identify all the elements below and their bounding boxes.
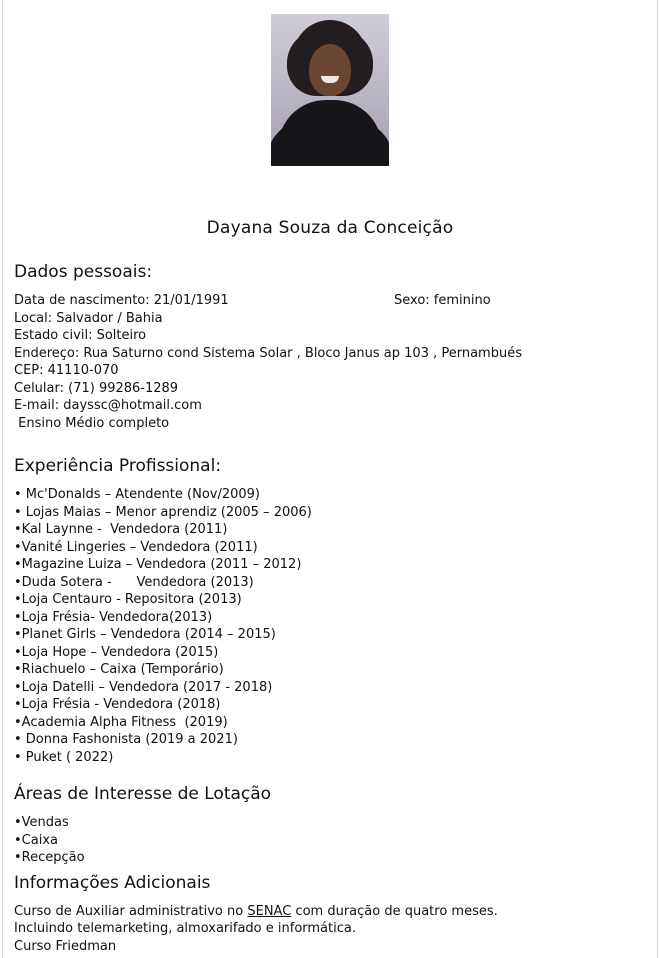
interests-list <box>14 814 646 867</box>
section-heading-additional: Informações Adicionais <box>14 872 211 893</box>
personal-details <box>14 292 646 432</box>
senac-link[interactable]: SENAC <box>247 903 292 919</box>
sex-field: Sexo: feminino <box>394 293 491 308</box>
list-item: •Duda Sotera - Vendedora (2013) <box>14 574 254 590</box>
additional-line-course <box>14 903 646 921</box>
section-heading-personal: Dados pessoais: <box>14 262 153 282</box>
birth-date: Data de nascimento: 21/01/1991 <box>14 293 229 308</box>
list-item: •Loja Frésia- Vendedora(2013) <box>14 609 213 625</box>
education-level: Ensino Médio completo <box>14 415 170 431</box>
list-item: •Vanité Lingeries – Vendedora (2011) <box>14 539 258 555</box>
list-item: •Loja Centauro - Repositora (2013) <box>14 592 242 607</box>
photo-face <box>309 44 351 96</box>
list-item: • Mc'Donalds – Atendente (Nov/2009) <box>14 487 261 502</box>
course-text-after: com duração de quatro meses. <box>291 903 498 919</box>
section-heading-experience: Experiência Profissional: <box>14 456 222 476</box>
list-item: • Lojas Maias – Menor aprendiz (2005 – 2006) <box>14 504 312 520</box>
additional-line-friedman: Curso Friedman <box>14 938 117 954</box>
page-right-rule <box>657 0 658 958</box>
portrait-photo <box>271 14 389 166</box>
course-text-before: Curso de Auxiliar administrativo no <box>14 903 248 919</box>
page-left-rule <box>2 0 3 958</box>
list-item: •Vendas <box>14 815 69 830</box>
list-item: •Kal Laynne - Vendedora (2011) <box>14 522 228 537</box>
list-item: •Riachuelo – Caixa (Temporário) <box>14 662 224 677</box>
additional-line-topics: Incluindo telemarketing, almoxarifado e informática. <box>14 921 356 936</box>
list-item: • Donna Fashonista (2019 a 2021) <box>14 732 238 747</box>
experience-list <box>14 486 646 766</box>
photo-container <box>8 0 652 166</box>
postal-code: CEP: 41110-070 <box>14 363 119 378</box>
list-item: •Magazine Luiza – Vendedora (2011 – 2012) <box>14 557 302 572</box>
phone-number: Celular: (71) 99286-1289 <box>14 380 179 396</box>
address: Endereço: Rua Saturno cond Sistema Solar , Bloco Janus ap 103 , Pernambués <box>14 345 522 361</box>
marital-status: Estado civil: Solteiro <box>14 328 147 343</box>
section-heading-interests: Áreas de Interesse de Lotação <box>14 784 272 804</box>
list-item: •Planet Girls – Vendedora (2014 – 2015) <box>14 627 276 642</box>
birth-city: Local: Salvador / Bahia <box>14 310 163 326</box>
list-item: •Loja Frésia - Vendedora (2018) <box>14 697 221 712</box>
list-item: •Recepção <box>14 850 85 865</box>
list-item: •Caixa <box>14 832 58 848</box>
resume-content <box>8 262 652 955</box>
email-address: E-mail: dayssc@hotmail.com <box>14 398 202 413</box>
list-item: • Puket ( 2022) <box>14 749 114 765</box>
list-item: •Loja Hope – Vendedora (2015) <box>14 644 219 660</box>
list-item: •Loja Datelli – Vendedora (2017 - 2018) <box>14 679 273 695</box>
list-item: •Academia Alpha Fitness (2019) <box>14 714 228 730</box>
candidate-name: Dayana Souza da Conceição <box>206 218 454 238</box>
